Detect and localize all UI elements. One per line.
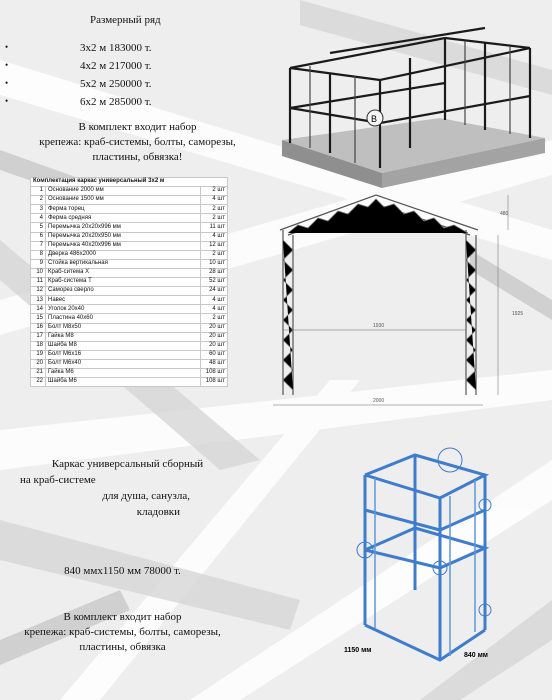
frame-3d-drawing	[270, 8, 550, 193]
table-row	[31, 323, 228, 332]
item-name: Болт М6х16	[46, 350, 201, 359]
item-qty: 24 шт	[201, 287, 228, 296]
row-number: 3	[31, 205, 46, 214]
size-item	[0, 96, 151, 114]
item-qty: 2 шт	[201, 314, 228, 323]
dimension-840: 840 мм	[464, 652, 488, 659]
item-name: Гайка М6	[46, 368, 201, 377]
size-text: 5х2 м 250000 т.	[80, 78, 152, 90]
row-number: 12	[31, 287, 46, 296]
item-name: Гайка М8	[46, 332, 201, 341]
row-number: 16	[31, 323, 46, 332]
item-name: Ферма торец	[46, 205, 201, 214]
item-name: Перемычка 40х20х996 мм	[46, 241, 201, 250]
row-number: 13	[31, 296, 46, 305]
table-row	[31, 232, 228, 241]
item-qty: 4 шт	[201, 196, 228, 205]
svg-text:1930: 1930	[373, 323, 385, 329]
bullet-icon: •	[5, 96, 9, 106]
row-number: 19	[31, 350, 46, 359]
item-name: Саморез сверло	[46, 287, 201, 296]
kit-table	[30, 177, 228, 387]
kit-note-line: крепежа: краб-системы, болты, саморезы,	[24, 626, 221, 638]
bullet-icon: •	[5, 60, 9, 70]
item-qty: 20 шт	[201, 323, 228, 332]
product-2-line: кладовки	[136, 506, 180, 518]
item-qty: 10 шт	[201, 259, 228, 268]
item-qty: 4 шт	[201, 232, 228, 241]
kit-note-2	[0, 610, 245, 655]
table-row	[31, 378, 228, 387]
table-row	[31, 314, 228, 323]
item-qty: 20 шт	[201, 341, 228, 350]
item-name: Перемычка 20х20х996 мм	[46, 223, 201, 232]
bullet-icon: •	[5, 78, 9, 88]
item-name: Перемычка 20х20х950 мм	[46, 232, 201, 241]
item-name: Болт М6х40	[46, 359, 201, 368]
item-qty: 52 шт	[201, 278, 228, 287]
item-qty: 2 шт	[201, 214, 228, 223]
row-number: 5	[31, 223, 46, 232]
row-number: 2	[31, 196, 46, 205]
size-item	[0, 42, 151, 60]
row-number: 7	[31, 241, 46, 250]
item-qty: 48 шт	[201, 359, 228, 368]
product-2-line: для душа, санузла,	[102, 490, 190, 502]
blue-frame-drawing	[340, 440, 540, 670]
item-qty: 2 шт	[201, 250, 228, 259]
kit-note-line: В комплект входит набор	[78, 121, 197, 133]
table-row	[31, 359, 228, 368]
size-list	[0, 42, 151, 114]
item-qty: 60 шт	[201, 350, 228, 359]
item-qty: 108 шт	[201, 368, 228, 377]
table-row	[31, 205, 228, 214]
row-number: 17	[31, 332, 46, 341]
size-range-title: Размерный ряд	[90, 14, 161, 26]
kit-note-line: крепежа: краб-системы, болты, саморезы,	[39, 136, 236, 148]
item-qty: 11 шт	[201, 223, 228, 232]
row-number: 10	[31, 268, 46, 277]
table-row	[31, 259, 228, 268]
table-row	[31, 214, 228, 223]
item-name: Шайба М6	[46, 378, 201, 387]
item-qty: 12 шт	[201, 241, 228, 250]
row-number: 1	[31, 187, 46, 196]
table-row	[31, 223, 228, 232]
item-qty: 2 шт	[201, 205, 228, 214]
size-item	[0, 60, 151, 78]
item-name: Стойка вертикальная	[46, 259, 201, 268]
item-qty: 20 шт	[201, 332, 228, 341]
kit-note-line: пластины, обвязка!	[92, 151, 183, 163]
item-qty: 28 шт	[201, 268, 228, 277]
table-row	[31, 250, 228, 259]
product-2-price: 840 ммх1150 мм 78000 т.	[64, 565, 181, 577]
table-row	[31, 187, 228, 196]
item-name: Краб-система Т	[46, 278, 201, 287]
table-row	[31, 196, 228, 205]
table-title: Комплектация каркас универсальный 3х2 м	[31, 178, 228, 187]
table-row	[31, 350, 228, 359]
table-row	[31, 305, 228, 314]
item-name: Основание 2000 мм	[46, 187, 201, 196]
dimension-1150: 1150 мм	[344, 647, 372, 654]
item-name: Основание 1500 мм	[46, 196, 201, 205]
item-name: Краб-ситема Х	[46, 268, 201, 277]
table-row	[31, 368, 228, 377]
item-qty: 108 шт	[201, 378, 228, 387]
product-2-line: Каркас универсальный сборный	[51, 458, 204, 470]
item-name: Ферма средняя	[46, 214, 201, 223]
product-2-line: на краб-системе	[20, 474, 96, 486]
item-name: Дверка 486х2000	[46, 250, 201, 259]
table-row	[31, 296, 228, 305]
row-number: 14	[31, 305, 46, 314]
item-qty: 4 шт	[201, 305, 228, 314]
svg-text:2000: 2000	[373, 398, 385, 404]
svg-text:480: 480	[500, 211, 509, 217]
table-row	[31, 278, 228, 287]
table-row	[31, 341, 228, 350]
size-item	[0, 78, 151, 96]
truss-front-drawing	[268, 190, 538, 420]
item-name: Шайба М8	[46, 341, 201, 350]
size-text: 4х2 м 217000 т.	[80, 60, 152, 72]
item-name: Навес	[46, 296, 201, 305]
kit-note-1	[0, 120, 275, 165]
row-number: 11	[31, 278, 46, 287]
item-name: Болт М8х50	[46, 323, 201, 332]
row-number: 6	[31, 232, 46, 241]
size-text: 3х2 м 183000 т.	[80, 42, 152, 54]
row-number: 8	[31, 250, 46, 259]
kit-note-line: В комплект входит набор	[63, 611, 182, 623]
table-row	[31, 287, 228, 296]
item-name: Пластина 40х60	[46, 314, 201, 323]
table-row	[31, 332, 228, 341]
svg-text:1925: 1925	[512, 311, 524, 317]
row-number: 9	[31, 259, 46, 268]
row-number: 22	[31, 378, 46, 387]
size-text: 6х2 м 285000 т.	[80, 96, 152, 108]
kit-note-line: пластины, обвязка	[79, 641, 166, 653]
row-number: 15	[31, 314, 46, 323]
row-number: 21	[31, 368, 46, 377]
row-number: 18	[31, 341, 46, 350]
item-qty: 4 шт	[201, 296, 228, 305]
frame-label-b: B	[371, 114, 378, 124]
bullet-icon: •	[5, 42, 9, 52]
item-qty: 2 шт	[201, 187, 228, 196]
table-row	[31, 241, 228, 250]
row-number: 20	[31, 359, 46, 368]
row-number: 4	[31, 214, 46, 223]
table-row	[31, 268, 228, 277]
item-name: Уголок 20х40	[46, 305, 201, 314]
product-2-description	[20, 456, 235, 520]
